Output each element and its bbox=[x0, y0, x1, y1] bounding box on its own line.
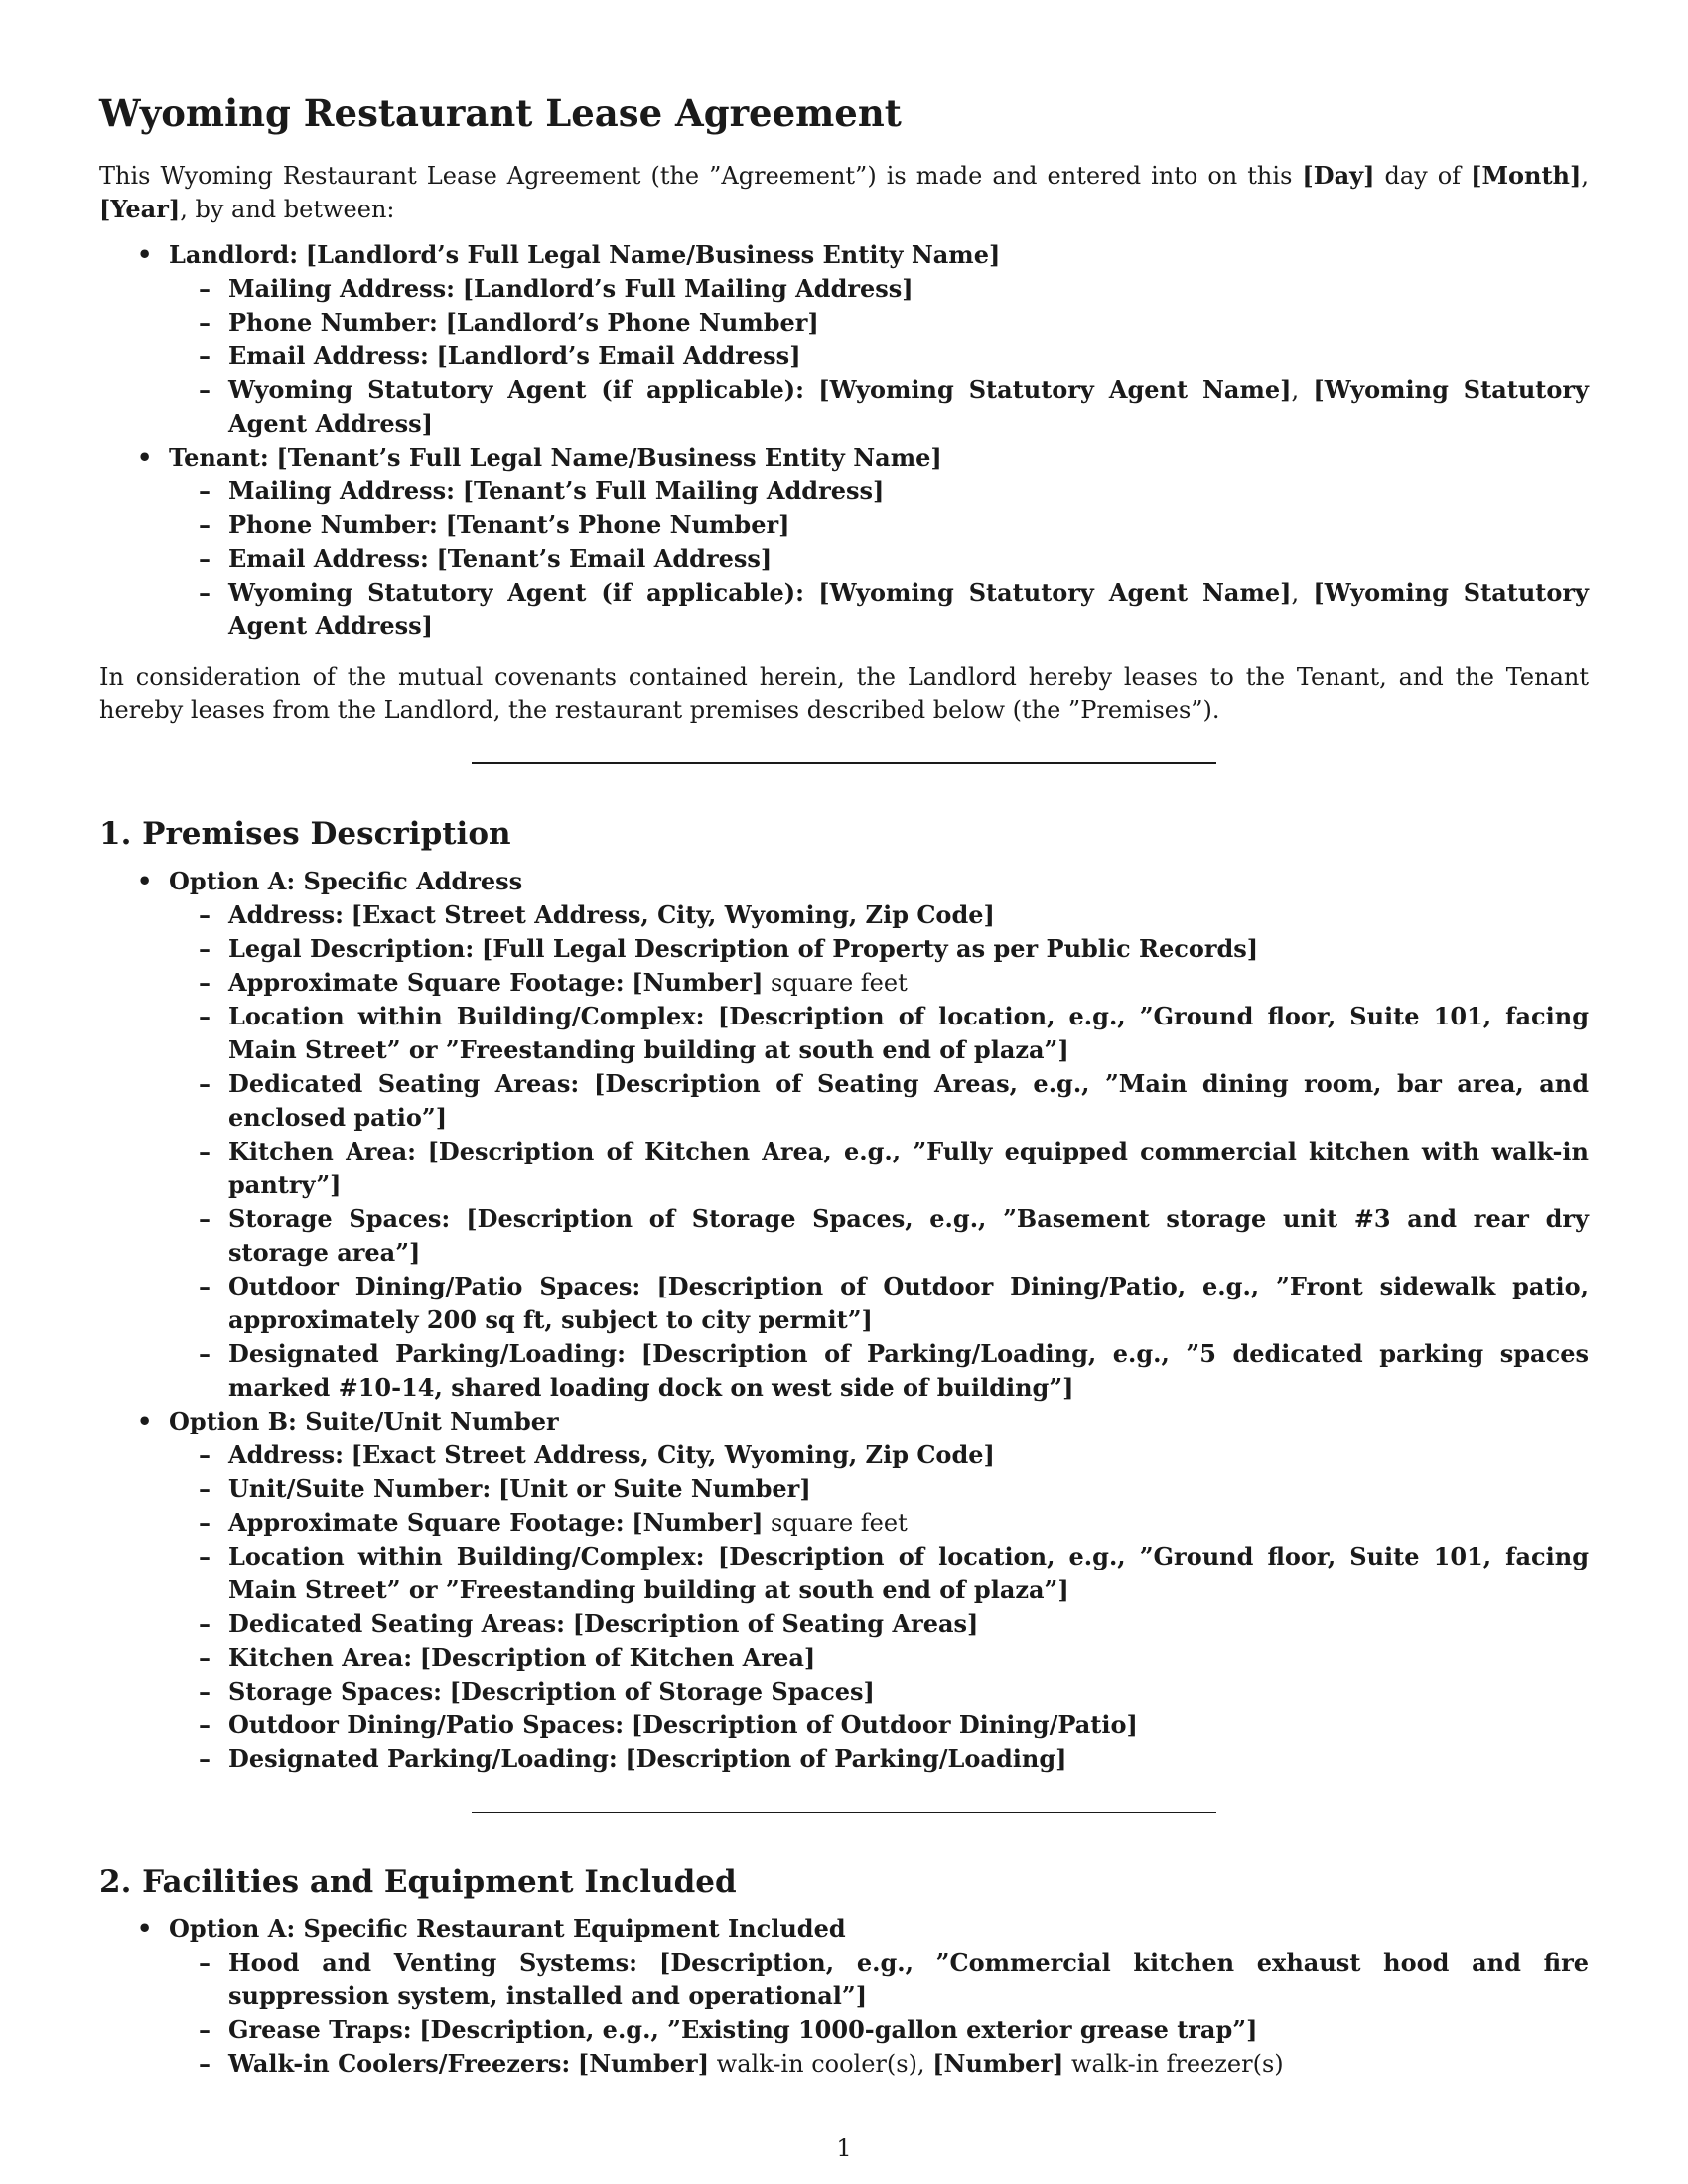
section-2-title: 2. Facilities and Equipment Included bbox=[99, 1863, 737, 1900]
parties-list bbox=[99, 238, 1589, 643]
list-item: – Storage Spaces: [Description of Storage Spaces] bbox=[169, 1675, 1589, 1708]
intro-text: , by and between: bbox=[180, 196, 395, 224]
intro-paragraph bbox=[99, 159, 1589, 226]
list-item: – Kitchen Area: [Description of Kitchen Area, e.g., ”Fully equipped commercial kitchen with walk-in pantry”] bbox=[169, 1135, 1589, 1202]
month-placeholder: [Month] bbox=[1471, 161, 1582, 191]
list-item: – Location within Building/Complex: [Description of location, e.g., ”Ground floor, Suite 101, facing Main Street” or ”Freestanding building at south end of plaza”] bbox=[169, 1540, 1589, 1607]
list-item: – Unit/Suite Number: [Unit or Suite Number] bbox=[169, 1472, 1589, 1506]
landlord-agent: – Wyoming Statutory Agent (if applicable): [Wyoming Statutory Agent Name], [Wyoming Statutory Agent Address] bbox=[169, 373, 1589, 441]
section-divider bbox=[472, 762, 1216, 764]
list-item: – Approximate Square Footage: [Number] square feet bbox=[169, 1506, 1589, 1540]
list-item: – Location within Building/Complex: [Description of location, e.g., ”Ground floor, Suite 101, facing Main Street” or ”Freestanding building at south end of plaza”] bbox=[169, 1000, 1589, 1067]
premises-options bbox=[99, 865, 1589, 1776]
tenant-phone: – Phone Number: [Tenant’s Phone Number] bbox=[169, 508, 1589, 542]
list-item: – Outdoor Dining/Patio Spaces: [Description of Outdoor Dining/Patio] bbox=[169, 1708, 1589, 1742]
tenant-details bbox=[169, 475, 1589, 643]
premises-option-a-details bbox=[169, 898, 1589, 1405]
list-item: – Kitchen Area: [Description of Kitchen Area] bbox=[169, 1641, 1589, 1675]
day-placeholder: [Day] bbox=[1302, 161, 1375, 191]
list-item: – Dedicated Seating Areas: [Description of Seating Areas] bbox=[169, 1607, 1589, 1641]
equipment-option-a-details bbox=[169, 1946, 1589, 2081]
year-placeholder: [Year] bbox=[99, 195, 181, 224]
landlord-mailing: – Mailing Address: [Landlord’s Full Mailing Address] bbox=[169, 272, 1589, 306]
list-item: – Grease Traps: [Description, e.g., ”Existing 1000-gallon exterior grease trap”] bbox=[169, 2013, 1589, 2047]
list-item: – Dedicated Seating Areas: [Description of Seating Areas, e.g., ”Main dining room, bar area, and enclosed patio”] bbox=[169, 1067, 1589, 1135]
intro-text: This Wyoming Restaurant Lease Agreement (the ”Agreement”) is made and entered into on this bbox=[99, 162, 1303, 191]
landlord-phone: – Phone Number: [Landlord’s Phone Number] bbox=[169, 306, 1589, 340]
premises-option-b: • Option B: Suite/Unit Number – Address: [Exact Street Address, City, Wyoming, Zip Code] – Unit/Suite Number: [Unit or Suite Number] – Approximate Square Footage: [Number] square feet – Location within Building/Complex: [Description of location, e.g., ”Ground floor, Suite 101, facing Main Street” or ”Freestanding building at south end of plaza”] – Dedicated Seating Areas: [Description of Seating Areas] – Kitchen Area: [Description of Kitchen Area] – Storage Spaces: [Description of Storage Spaces] – Outdoor Dining/Patio Spaces: [Description of Outdoor Dining/Patio] – Designated Parking/Loading: [Description of Parking/Loading] bbox=[99, 1405, 1589, 1776]
list-item: – Designated Parking/Loading: [Description of Parking/Loading] bbox=[169, 1742, 1589, 1776]
list-item: – Designated Parking/Loading: [Description of Parking/Loading, e.g., ”5 dedicated parking spaces marked #10-14, shared loading dock on west side of building”] bbox=[169, 1337, 1589, 1405]
list-item: – Address: [Exact Street Address, City, Wyoming, Zip Code] bbox=[169, 1438, 1589, 1472]
equipment-options bbox=[99, 1912, 1589, 2081]
document-page bbox=[99, 91, 1589, 2099]
landlord-item: • Landlord: [Landlord’s Full Legal Name/Business Entity Name] – Mailing Address: [Landlord’s Full Mailing Address] – Phone Number: [Landlord’s Phone Number] – Email Address: [Landlord’s Email Address] – Wyoming Statutory Agent (if applicable): [Wyoming Statutory Agent Name], [Wyoming Statutory Agent Address] bbox=[99, 238, 1589, 441]
section-1-title: 1. Premises Description bbox=[99, 816, 511, 853]
list-item: – Legal Description: [Full Legal Description of Property as per Public Records] bbox=[169, 932, 1589, 966]
page-number: 1 bbox=[836, 2134, 852, 2162]
list-item: – Address: [Exact Street Address, City, Wyoming, Zip Code] bbox=[169, 898, 1589, 932]
tenant-agent: – Wyoming Statutory Agent (if applicable): [Wyoming Statutory Agent Name], [Wyoming Statutory Agent Address] bbox=[169, 576, 1589, 643]
premises-option-a: • Option A: Specific Address – Address: [Exact Street Address, City, Wyoming, Zip Code] – Legal Description: [Full Legal Description of Property as per Public Records] – Approximate Square Footage: [Number] square feet – Location within Building/Complex: [Description of location, e.g., ”Ground floor, Suite 101, facing Main Street” or ”Freestanding building at south end of plaza”] – Dedicated Seating Areas: [Description of Seating Areas, e.g., ”Main dining room, bar area, and enclosed patio”] – Kitchen Area: [Description of Kitchen Area, e.g., ”Fully equipped commercial kitchen with walk-in pantry”] – Storage Spaces: [Description of Storage Spaces, e.g., ”Basement storage unit #3 and rear dry storage area”] – Outdoor Dining/Patio Spaces: [Description of Outdoor Dining/Patio, e.g., ”Front sidewalk patio, approximately 200 sq ft, subject to city permit”] – Designated Parking/Loading: [Description of Parking/Loading, e.g., ”5 dedicated parking spaces marked #10-14, shared loading dock on west side of building”] bbox=[99, 865, 1589, 1405]
list-item: – Hood and Venting Systems: [Description, e.g., ”Commercial kitchen exhaust hood and fire suppression system, installed and operational”] bbox=[169, 1946, 1589, 2013]
tenant-email: – Email Address: [Tenant’s Email Address] bbox=[169, 542, 1589, 576]
premises-option-b-details bbox=[169, 1438, 1589, 1776]
tenant-name-placeholder: [Tenant’s Full Legal Name/Business Entity Name] bbox=[276, 443, 942, 473]
section-divider bbox=[472, 1812, 1216, 1813]
document-title: Wyoming Restaurant Lease Agreement bbox=[99, 91, 902, 135]
consideration-paragraph: In consideration of the mutual covenants contained herein, the Landlord hereby leases to the Tenant, and the Tenant hereby leases from the Landlord, the restaurant premises described below (the ”Premises”). bbox=[99, 663, 1589, 725]
list-item: – Walk-in Coolers/Freezers: [Number] walk-in cooler(s), [Number] walk-in freezer(s) bbox=[169, 2047, 1589, 2081]
list-item: – Approximate Square Footage: [Number] square feet bbox=[169, 966, 1589, 1000]
landlord-name-placeholder: [Landlord’s Full Legal Name/Business Entity Name] bbox=[305, 240, 1001, 270]
list-item: – Storage Spaces: [Description of Storage Spaces, e.g., ”Basement storage unit #3 and rear dry storage area”] bbox=[169, 1202, 1589, 1270]
intro-text: , bbox=[1581, 162, 1590, 191]
list-item: – Outdoor Dining/Patio Spaces: [Description of Outdoor Dining/Patio, e.g., ”Front sidewalk patio, approximately 200 sq ft, subject to city permit”] bbox=[169, 1270, 1589, 1337]
landlord-email: – Email Address: [Landlord’s Email Address] bbox=[169, 340, 1589, 373]
tenant-item: • Tenant: [Tenant’s Full Legal Name/Business Entity Name] – Mailing Address: [Tenant’s Full Mailing Address] – Phone Number: [Tenant’s Phone Number] – Email Address: [Tenant’s Email Address] – Wyoming Statutory Agent (if applicable): [Wyoming Statutory Agent Name], [Wyoming Statutory Agent Address] bbox=[99, 441, 1589, 643]
equipment-option-a: • Option A: Specific Restaurant Equipment Included – Hood and Venting Systems: [Description, e.g., ”Commercial kitchen exhaust hood and fire suppression system, installed and operational”] – Grease Traps: [Description, e.g., ”Existing 1000-gallon exterior grease trap”] – Walk-in Coolers/Freezers: [Number] walk-in cooler(s), [Number] walk-in freezer(s) bbox=[99, 1912, 1589, 2081]
tenant-mailing: – Mailing Address: [Tenant’s Full Mailing Address] bbox=[169, 475, 1589, 508]
landlord-details bbox=[169, 272, 1589, 441]
intro-text: day of bbox=[1374, 162, 1472, 191]
